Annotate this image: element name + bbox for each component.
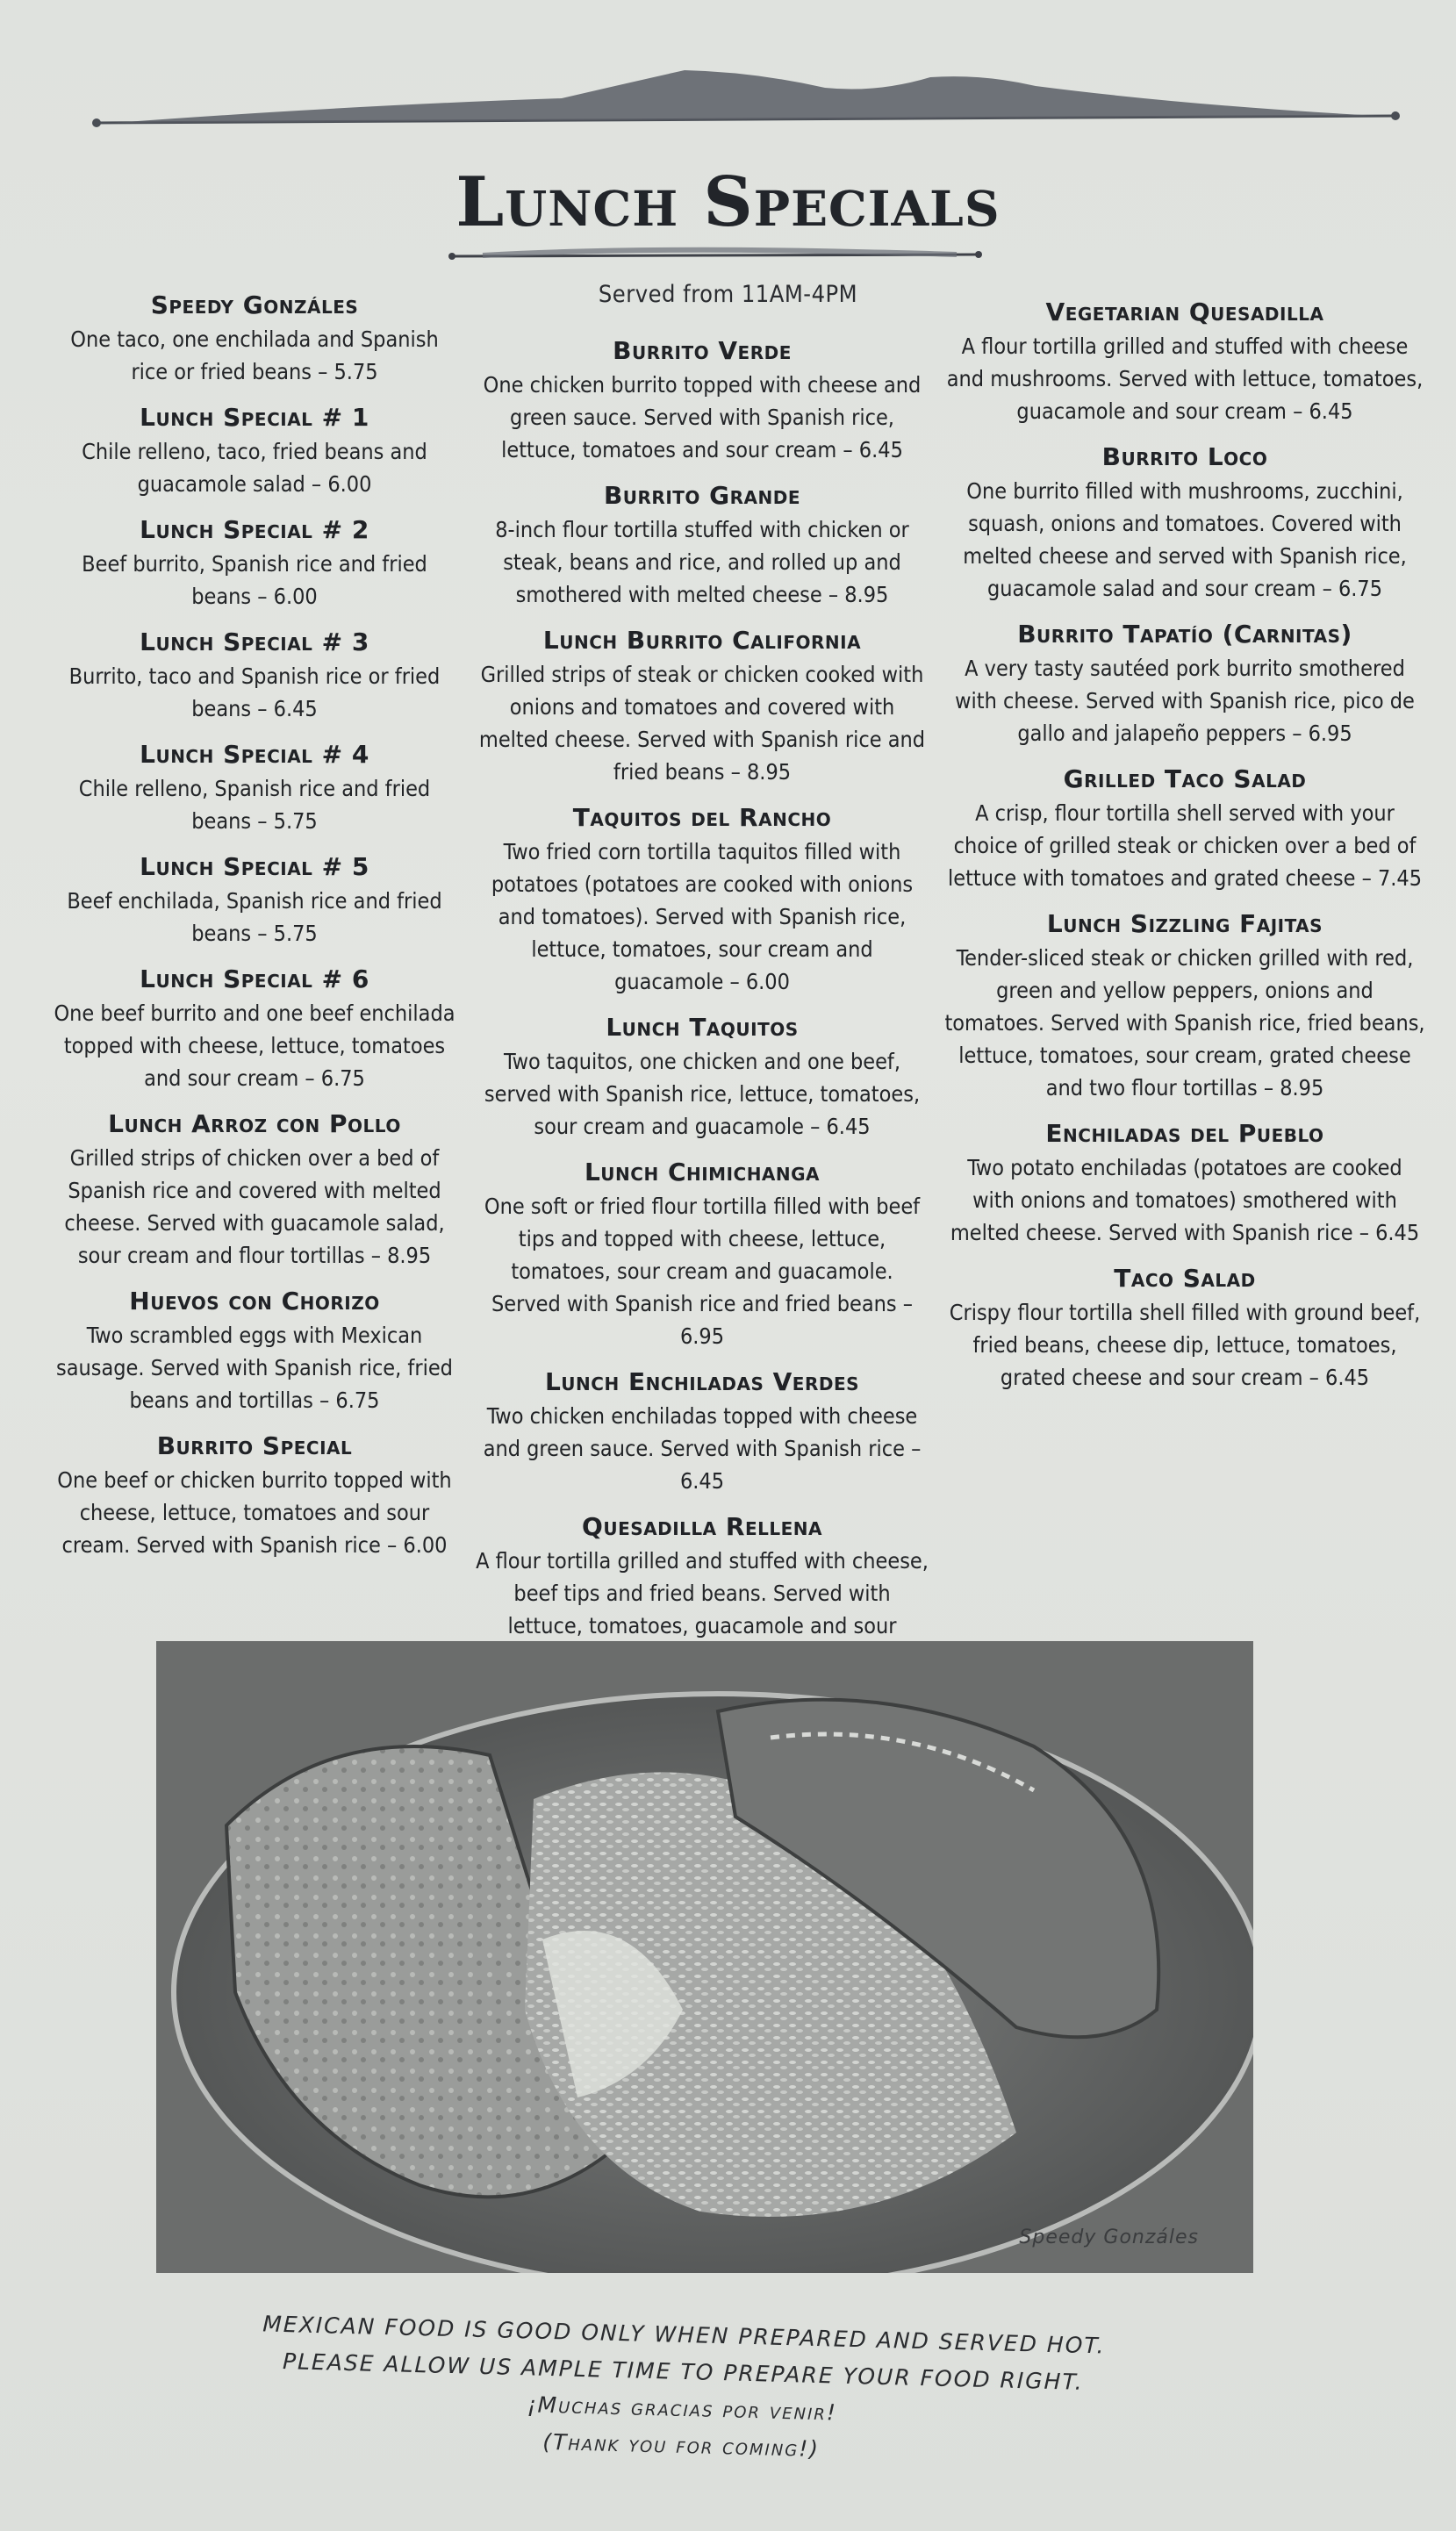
item-description: Chile relleno, taco, fried beans and guacamole salad – 6.00 <box>82 439 427 497</box>
item-name: Lunch Arroz con Pollo <box>108 1109 401 1138</box>
footer-thanks-spanish: ¡Muchas gracias por venir! <box>527 2391 838 2426</box>
mountain-ridge-decoration <box>88 53 1404 132</box>
menu-item <box>44 513 465 613</box>
item-name: Lunch Chimichanga <box>584 1158 821 1187</box>
footer-line: PLEASE ALLOW US AMPLE TIME TO PREPARE YOUR FOOD RIGHT. <box>282 2348 1085 2395</box>
item-name: Lunch Special # 1 <box>140 403 369 432</box>
menu-item <box>44 400 465 500</box>
item-name: Burrito Loco <box>1101 442 1268 471</box>
item-description: Two potato enchiladas (potatoes are cooked with onions and tomatoes) smothered with melted cheese. Served with Spanish rice – 6.45 <box>950 1155 1420 1245</box>
menu-item <box>44 962 465 1094</box>
menu-item <box>44 625 465 725</box>
item-name: Speedy Gonzáles <box>150 290 359 319</box>
page-title: Lunch Specials <box>455 162 1001 242</box>
item-name: Lunch Sizzling Fajitas <box>1046 909 1323 938</box>
item-name: Lunch Taquitos <box>606 1013 799 1042</box>
item-name: Vegetarian Quesadilla <box>1045 298 1324 326</box>
item-description: 8-inch flour tortilla stuffed with chicken or steak, beans and rice, and rolled up and smothered with melted cheese – 8.95 <box>495 517 909 607</box>
footer-note <box>216 2305 1150 2477</box>
item-description: Grilled strips of chicken over a bed of Spanish rice and covered with melted cheese. Served with guacamole salad, sour cream and flour tortillas – 8.95 <box>64 1145 445 1268</box>
menu-item <box>470 1155 935 1352</box>
item-description: Grilled strips of steak or chicken cooked with onions and tomatoes and covered with melted cheese. Served with Spanish rice and fried beans – 8.95 <box>478 662 926 785</box>
menu-item <box>939 1261 1431 1394</box>
item-description: Tender-sliced steak or chicken grilled with red, green and yellow peppers, onions and tomatoes. Served with Spanish rice, fried beans, lettuce, tomatoes, sour cream, grated cheese and two flour tortillas – 8.95 <box>944 945 1425 1101</box>
item-description: One soft or fried flour tortilla filled with beef tips and topped with cheese, lettuce, tomatoes, sour cream and guacamole. Served with Spanish rice and fried beans – 6.95 <box>484 1194 921 1349</box>
item-name: Quesadilla Rellena <box>582 1512 822 1541</box>
item-description: One burrito filled with mushrooms, zucchini, squash, onions and tomatoes. Covered with melted cheese and served with Spanish rice, guacamole salad and sour cream – 6.75 <box>963 478 1407 601</box>
item-description: One chicken burrito topped with cheese and green sauce. Served with Spanish rice, lettuce, tomatoes and sour cream – 6.45 <box>483 372 922 462</box>
menu-item <box>939 762 1431 894</box>
item-description: One taco, one enchilada and Spanish rice or fried beans – 5.75 <box>70 326 439 384</box>
item-description: Crispy flour tortilla shell filled with ground beef, fried beans, cheese dip, lettuce, tomatoes, grated cheese and sour cream – 6.45 <box>949 1300 1421 1390</box>
title-underline-decoration <box>448 244 983 265</box>
menu-item <box>470 623 935 788</box>
menu-item <box>939 1116 1431 1249</box>
menu-item <box>939 295 1431 427</box>
food-plate-illustration <box>156 1641 1253 2273</box>
menu-item <box>470 1365 935 1497</box>
item-name: Lunch Special # 2 <box>140 515 369 544</box>
item-name: Lunch Special # 6 <box>140 964 369 993</box>
item-description: Chile relleno, Spanish rice and fried beans – 5.75 <box>78 776 431 834</box>
item-description: Burrito, taco and Spanish rice or fried beans – 6.45 <box>68 663 441 721</box>
item-name: Lunch Enchiladas Verdes <box>544 1367 860 1396</box>
menu-item <box>939 907 1431 1104</box>
item-name: Lunch Burrito California <box>542 626 862 655</box>
item-name: Burrito Grande <box>603 481 801 510</box>
item-name: Burrito Special <box>156 1431 353 1460</box>
menu-item <box>44 1107 465 1272</box>
item-name: Lunch Special # 3 <box>140 627 369 656</box>
item-name: Huevos con Chorizo <box>129 1287 380 1316</box>
menu-item <box>470 1010 935 1143</box>
serving-hours: Served from 11AM-4PM <box>598 281 858 308</box>
menu-item <box>44 850 465 950</box>
menu-item <box>44 737 465 837</box>
photo-caption: Speedy Gonzáles <box>1019 2226 1199 2248</box>
item-name: Grilled Taco Salad <box>1063 764 1307 793</box>
item-description: A flour tortilla grilled and stuffed with cheese and mushrooms. Served with lettuce, tomatoes, guacamole and sour cream – 6.45 <box>946 333 1424 424</box>
item-description: Two taquitos, one chicken and one beef, served with Spanish rice, lettuce, tomatoes, sour cream and guacamole – 6.45 <box>484 1049 921 1139</box>
footer-line: MEXICAN FOOD IS GOOD ONLY WHEN PREPARED AND SERVED HOT. <box>262 2311 1106 2359</box>
item-name: Lunch Special # 4 <box>140 740 369 769</box>
menu-column-right <box>939 295 1431 1406</box>
item-description: One beef burrito and one beef enchilada topped with cheese, lettuce, tomatoes and sour cream – 6.75 <box>54 1000 455 1091</box>
menu-item <box>470 333 935 466</box>
menu-item <box>44 1429 465 1561</box>
item-description: Beef burrito, Spanish rice and fried beans – 6.00 <box>82 551 427 609</box>
item-name: Burrito Tapatío (Carnitas) <box>1017 620 1352 649</box>
item-description: A flour tortilla grilled and stuffed with cheese, beef tips and fried beans. Served with lettuce, tomatoes, guacamole and sour <box>476 1548 929 1638</box>
menu-column-left <box>44 288 465 1574</box>
item-description: One beef or chicken burrito topped with cheese, lettuce, tomatoes and sour cream. Served with Spanish rice – 6.00 <box>57 1467 452 1558</box>
item-name: Burrito Verde <box>613 336 792 365</box>
footer-thanks-english: (Thank you for coming!) <box>542 2428 821 2463</box>
menu-item <box>939 440 1431 605</box>
item-description: Two scrambled eggs with Mexican sausage. Served with Spanish rice, fried beans and tortillas – 6.75 <box>56 1323 453 1413</box>
item-description: A very tasty sautéed pork burrito smothered with cheese. Served with Spanish rice, pico de gallo and jalapeño peppers – 6.95 <box>955 656 1415 746</box>
menu-item <box>44 288 465 388</box>
menu-column-center <box>470 333 935 1687</box>
item-name: Taquitos del Rancho <box>572 803 832 832</box>
item-name: Enchiladas del Pueblo <box>1045 1119 1324 1148</box>
item-description: A crisp, flour tortilla shell served with your choice of grilled steak or chicken over a bed of lettuce with tomatoes and grated cheese – 7.45 <box>947 800 1423 891</box>
item-description: Two chicken enchiladas topped with cheese and green sauce. Served with Spanish rice – 6.45 <box>483 1403 922 1494</box>
menu-item <box>44 1284 465 1416</box>
menu-item <box>939 617 1431 749</box>
menu-item <box>470 800 935 998</box>
item-description: Two fried corn tortilla taquitos filled with potatoes (potatoes are cooked with onions and tomatoes). Served with Spanish rice, lettuce, tomatoes, sour cream and guacamole – 6.00 <box>491 839 914 994</box>
item-name: Lunch Special # 5 <box>140 852 369 881</box>
item-description: Beef enchilada, Spanish rice and fried beans – 5.75 <box>67 888 442 946</box>
item-name: Taco Salad <box>1114 1264 1256 1293</box>
menu-item <box>470 478 935 611</box>
food-photo <box>156 1641 1253 2273</box>
